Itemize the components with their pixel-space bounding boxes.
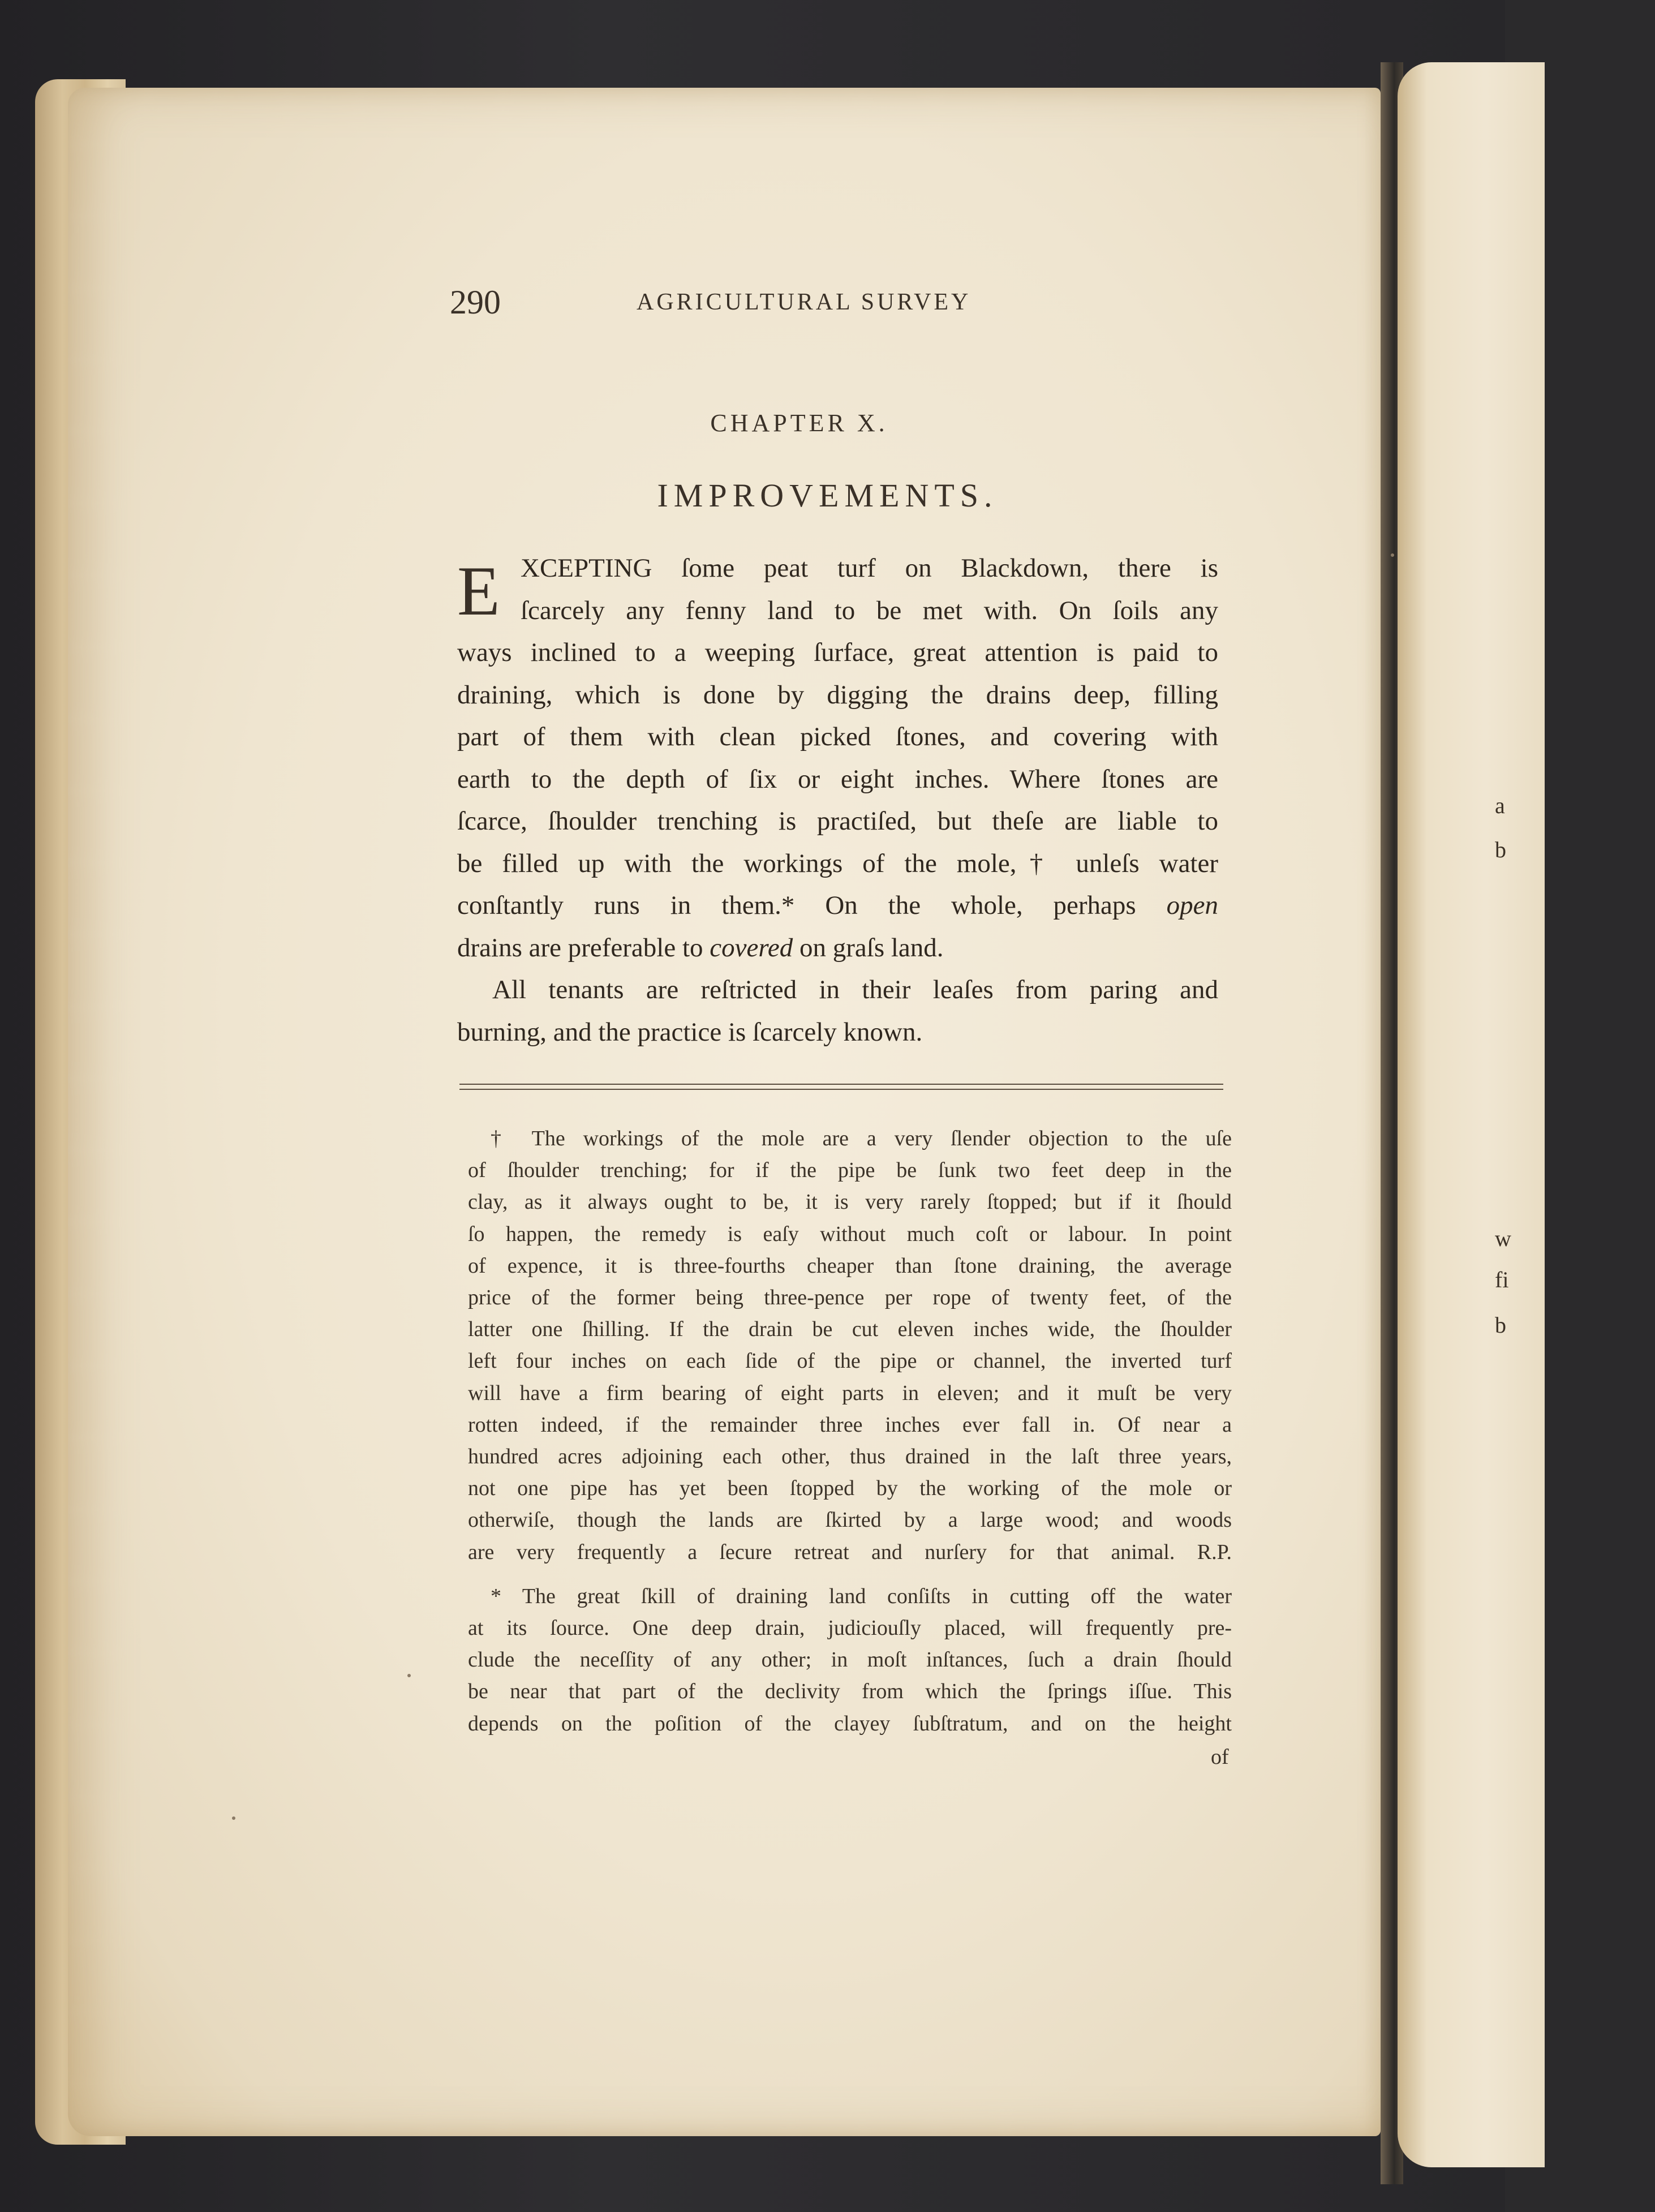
text-segment: on graſs land.	[799, 933, 944, 963]
text-line	[457, 884, 1218, 927]
chapter-title: IMPROVEMENTS.	[657, 477, 998, 514]
facing-page-letter: b	[1495, 1312, 1506, 1338]
text-line: XCEPTING ſome peat turf on Blackdown, there is	[521, 553, 1218, 583]
italic-word: covered	[710, 933, 793, 963]
running-head-title: AGRICULTURAL SURVEY	[637, 289, 971, 315]
running-head	[450, 286, 1021, 320]
drop-cap: E	[457, 552, 500, 630]
text-segment: conſtantly runs in them.* On the whole, perhaps	[457, 891, 1136, 920]
footnote-line: † The workings of the mole are a very ſlender objection to the uſe	[491, 1127, 1232, 1150]
text-segment: drains are preferable to	[457, 933, 703, 963]
footnote-line: of ſhoulder trenching; for if the pipe be ſunk two feet deep in the	[468, 1158, 1232, 1183]
footnote-line: * The great ſkill of draining land conſiſts in cutting off the water	[491, 1584, 1232, 1608]
footnote-gap	[468, 1568, 1232, 1580]
main-text	[457, 547, 1218, 1053]
footnote-rule	[459, 1089, 1223, 1090]
footnote-line: clude the neceſſity of any other; in moſt inſtances, ſuch a drain ſhould	[468, 1648, 1232, 1672]
footnote-line: not one pipe has yet been ſtopped by the working of the mole or	[468, 1476, 1232, 1501]
facing-page-letter: a	[1495, 793, 1505, 818]
facing-page	[1398, 62, 1545, 2167]
footnote-line: are very frequently a ſecure retreat and nurſery for that animal. R.P.	[468, 1540, 1232, 1564]
footnote-line: be near that part of the declivity from which the ſprings iſſue. This	[468, 1680, 1232, 1704]
text-line: burning, and the practice is ſcarcely known.	[457, 1017, 923, 1047]
footnote-line: clay, as it always ought to be, it is very rarely ſtopped; but if it ſhould	[468, 1190, 1232, 1214]
footnote-line: rotten indeed, if the remainder three inches ever fall in. Of near a	[468, 1412, 1232, 1437]
left-page	[68, 88, 1381, 2136]
footnote-line: will have a firm bearing of eight parts in eleven; and it muſt be very	[468, 1381, 1232, 1405]
footnote-line: depends on the poſition of the clayey ſubſtratum, and on the height	[468, 1711, 1232, 1736]
text-line: ſcarce, ſhoulder trenching is practiſed, but theſe are liable to	[457, 806, 1218, 836]
facing-page-letter: fi	[1495, 1267, 1509, 1292]
footnote-line: of expence, it is three-fourths cheaper than ſtone draining, the average	[468, 1253, 1232, 1278]
footnote-rule	[459, 1084, 1223, 1085]
text-line: All tenants are reſtricted in their leaſes from paring and	[492, 975, 1218, 1004]
footnote-line: ſo happen, the remedy is eaſy without much coſt or labour. In point	[468, 1222, 1232, 1246]
footnote-line: price of the former being three-pence per rope of twenty feet, of the	[468, 1286, 1232, 1310]
chapter-heading: CHAPTER X.	[710, 409, 888, 437]
ink-speck	[1391, 553, 1394, 557]
footnote-line: hundred acres adjoining each other, thus drained in the laſt three years,	[468, 1445, 1232, 1469]
text-line: ways inclined to a weeping ſurface, great attention is paid to	[457, 638, 1218, 667]
text-line: draining, which is done by digging the drains deep, filling	[457, 680, 1218, 710]
footnote-line: at its ſource. One deep drain, judiciouſly placed, will frequently pre-	[468, 1616, 1232, 1640]
ink-speck	[407, 1674, 411, 1677]
italic-word: open	[1166, 891, 1218, 920]
text-line: be filled up with the workings of the mole,† unleſs water	[457, 848, 1218, 878]
text-line: part of them with clean picked ſtones, and covering with	[457, 722, 1218, 751]
text-line: ſcarcely any fenny land to be met with. On ſoils any	[521, 595, 1218, 625]
footnote-line: otherwiſe, though the lands are ſkirted by a large wood; and woods	[468, 1508, 1232, 1532]
text-line: earth to the depth of ſix or eight inches. Where ſtones are	[457, 764, 1218, 794]
page-number: 290	[450, 284, 501, 321]
ink-speck	[232, 1816, 235, 1820]
footnote-line: latter one ſhilling. If the drain be cut eleven inches wide, the ſhoulder	[468, 1317, 1232, 1342]
text-line	[457, 927, 1218, 969]
facing-page-letter: b	[1495, 837, 1506, 862]
footnote-line: left four inches on each ſide of the pipe or channel, the inverted turf	[468, 1349, 1232, 1373]
footnotes	[468, 1123, 1232, 1739]
facing-page-letter: w	[1495, 1226, 1511, 1251]
catchword: of	[1211, 1745, 1229, 1769]
